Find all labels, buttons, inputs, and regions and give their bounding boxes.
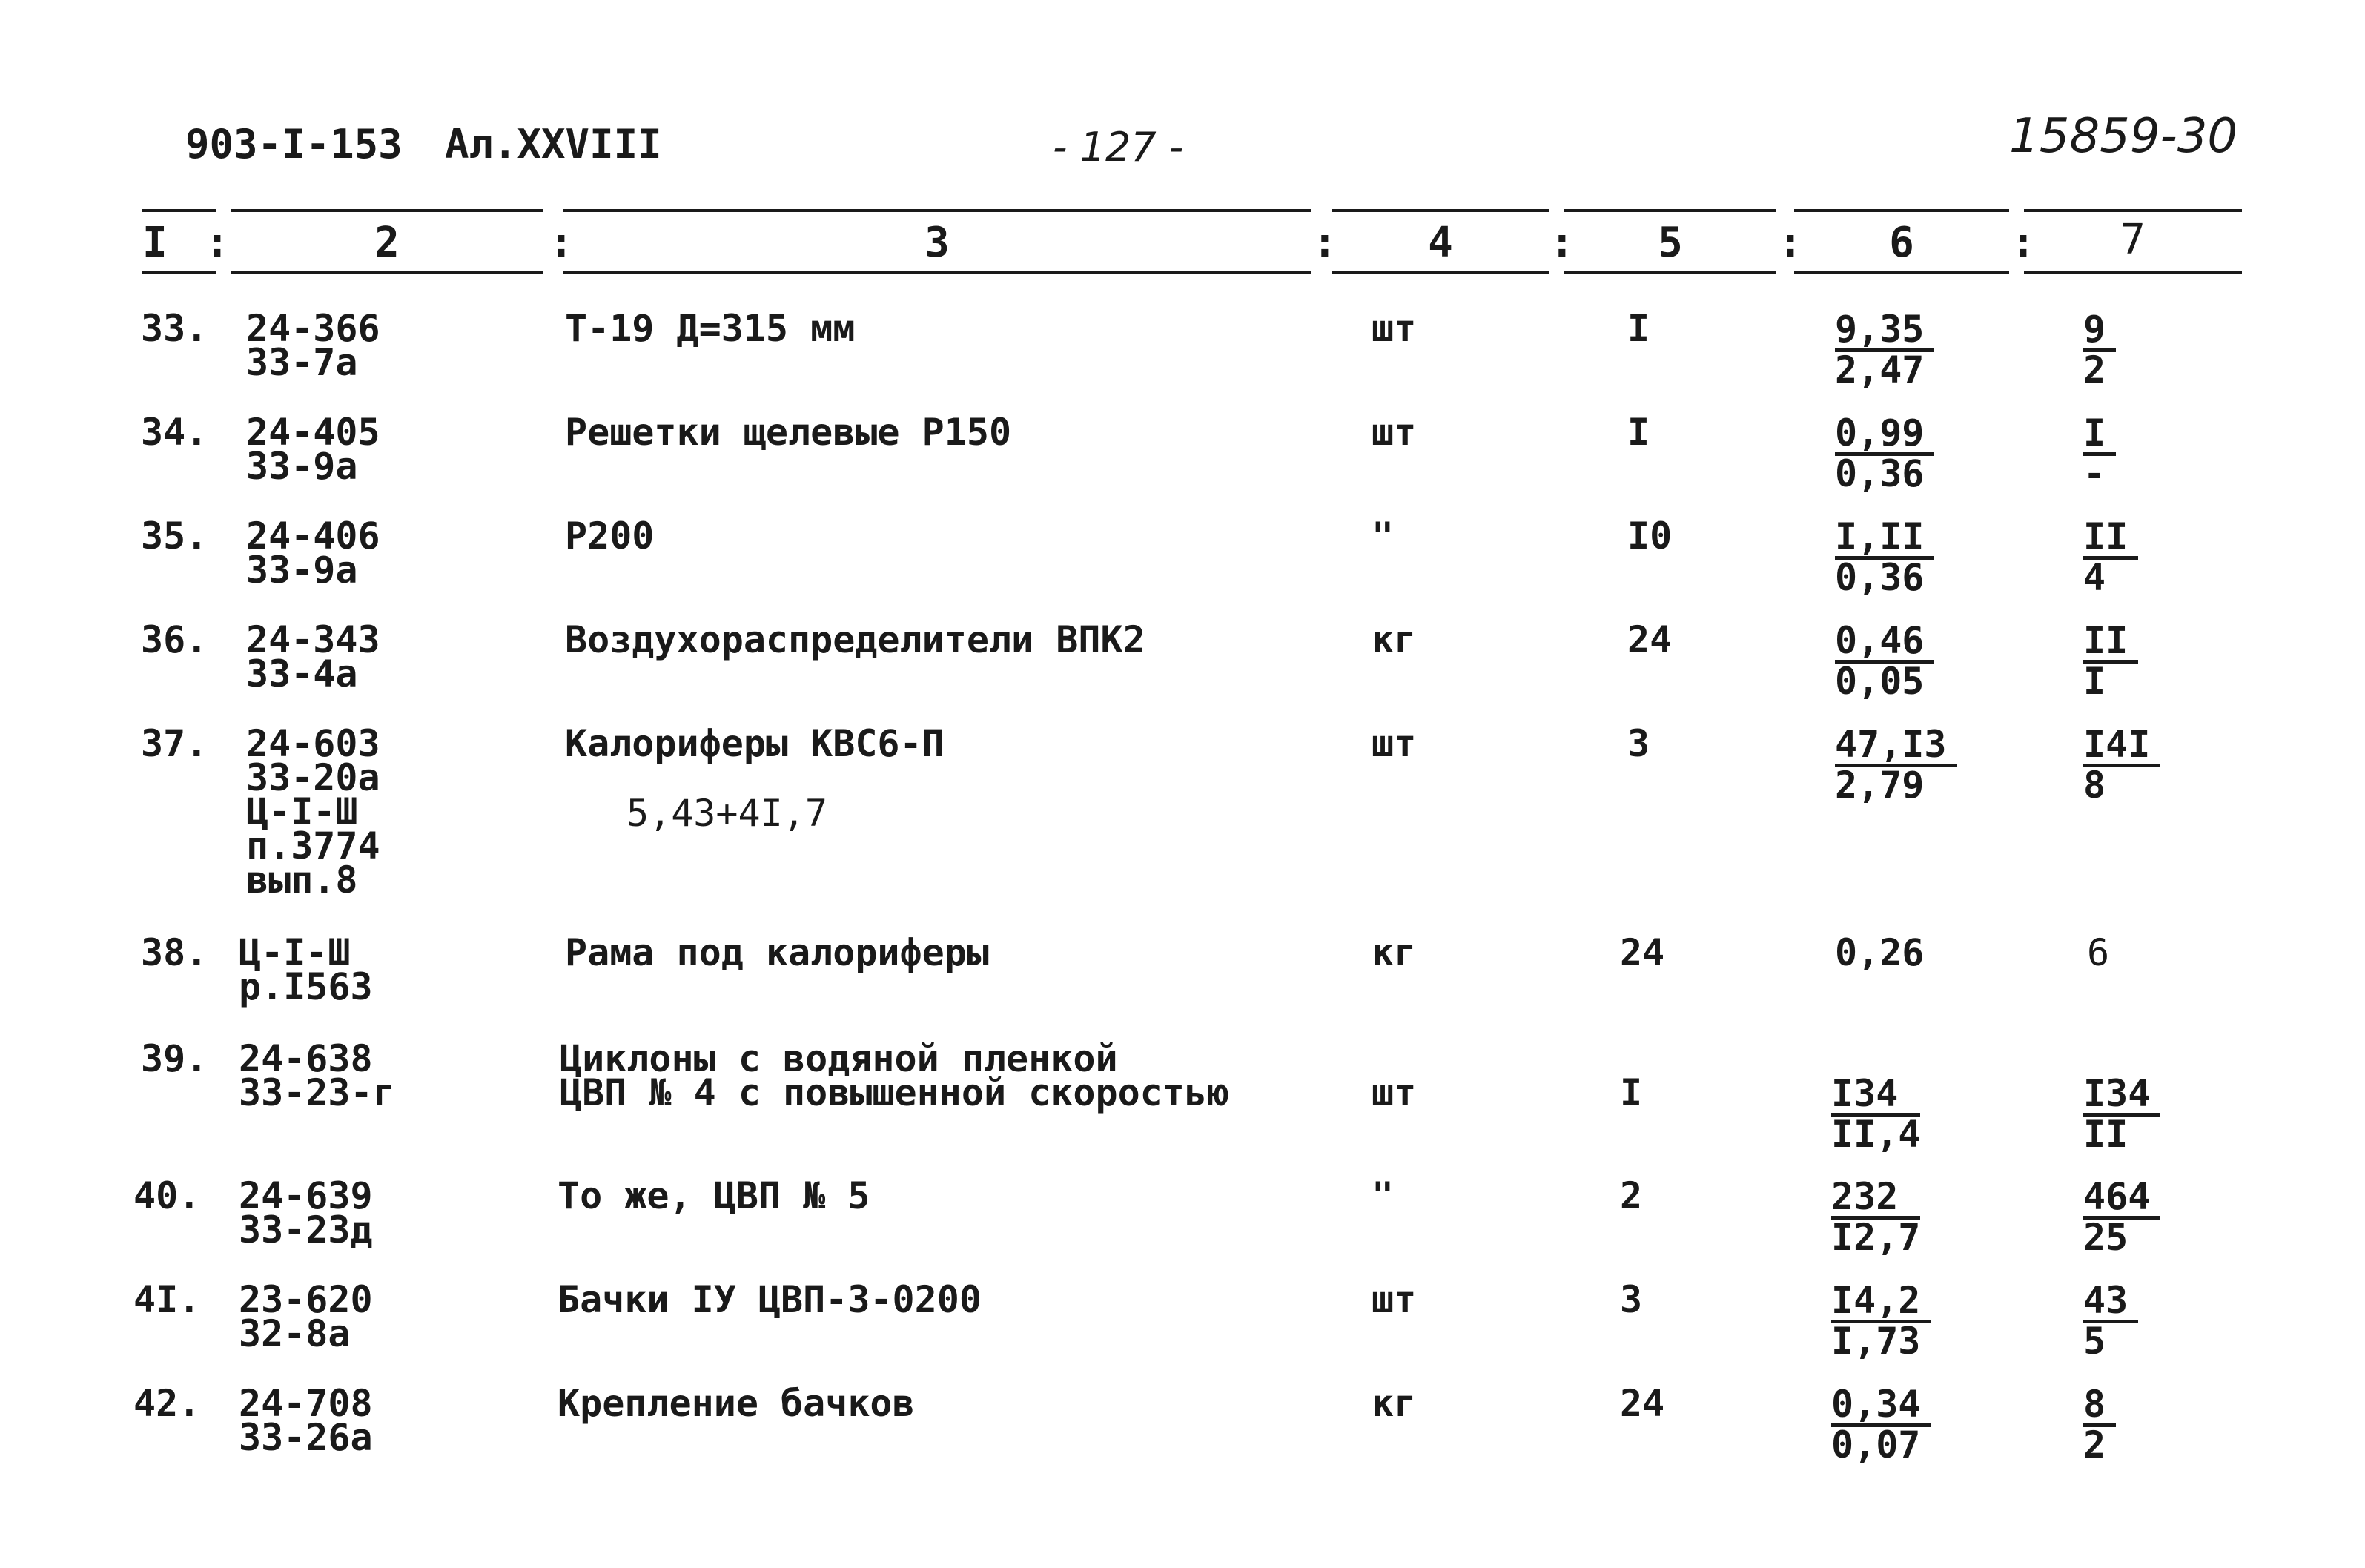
header-rule-bottom-4	[1332, 271, 1549, 274]
column-separator: :	[1312, 219, 1337, 267]
row-unit: шт	[1372, 722, 1417, 765]
reference-line: 24-343	[246, 618, 380, 661]
column-7-value	[2083, 1279, 2138, 1363]
row-quantity: 24	[1620, 931, 1665, 974]
reference-line: 33-23-г	[239, 1071, 395, 1114]
row-number: 39.	[141, 1037, 208, 1080]
row-description-calculation: 5,43+4I,7	[626, 792, 827, 835]
column-6-numerator: I4,2	[1831, 1283, 1931, 1323]
reference-line: 33-26а	[239, 1416, 373, 1459]
reference-line: 33-4а	[246, 652, 358, 695]
column-6-value: 0,26	[1835, 931, 1925, 974]
row-unit: кг	[1372, 618, 1417, 661]
row-unit: шт	[1372, 1071, 1417, 1114]
column-7-value	[2083, 515, 2138, 599]
reference-line: 24-639	[239, 1174, 373, 1217]
column-6-value	[1835, 515, 1934, 599]
column-7-value: 6	[2087, 931, 2110, 974]
column-7-denominator: -	[2083, 452, 2106, 495]
column-6-value	[1831, 1072, 1921, 1156]
column-header-2: 2	[374, 219, 400, 267]
header-rule-top-3	[563, 209, 1311, 212]
column-6-denominator: 0,36	[1835, 452, 1925, 495]
column-header-7: 7	[2120, 216, 2146, 264]
column-6-numerator: 0,46	[1835, 623, 1934, 664]
description-line: Решетки щелевые Р150	[565, 411, 1012, 454]
column-6-value	[1835, 308, 1934, 391]
row-quantity: 24	[1620, 1382, 1665, 1425]
page-number: - 127 -	[1053, 124, 1184, 171]
column-7-denominator: 2	[2083, 348, 2106, 391]
reference-line: 24-638	[239, 1037, 373, 1080]
column-header-3: 3	[924, 219, 950, 267]
column-7-value	[2083, 411, 2116, 495]
reference-line: п.3774	[246, 824, 380, 867]
row-quantity: 24	[1627, 618, 1673, 661]
column-7-denominator: I	[2083, 660, 2106, 703]
column-6-denominator: 0,07	[1831, 1423, 1921, 1466]
row-references	[239, 1382, 373, 1459]
row-references	[239, 1278, 373, 1355]
header-rule-bottom-3	[563, 271, 1311, 274]
column-6-numerator: 47,I3	[1835, 727, 1957, 767]
row-number: 4I.	[133, 1278, 201, 1321]
description-line: Бачки IУ ЦВП-3-0200	[558, 1278, 982, 1321]
album-number: Ал.XXVIII	[445, 121, 662, 168]
row-quantity: 3	[1620, 1278, 1643, 1321]
column-6-value	[1835, 723, 1957, 807]
column-7-value	[2083, 1175, 2160, 1259]
row-number: 35.	[141, 515, 208, 558]
column-6-numerator: 0,34	[1831, 1386, 1931, 1427]
column-6-value	[1835, 619, 1934, 703]
row-quantity: 2	[1620, 1174, 1643, 1217]
column-6-denominator: 2,47	[1835, 348, 1925, 391]
column-7-denominator: 8	[2083, 764, 2106, 807]
column-7-value	[2083, 619, 2138, 703]
row-references	[239, 931, 373, 1008]
column-header-1: I	[142, 219, 168, 267]
column-header-4: 4	[1428, 219, 1453, 267]
reference-line: 24-603	[246, 722, 380, 765]
column-7-denominator: 4	[2083, 556, 2106, 599]
row-description	[558, 1174, 870, 1217]
row-description	[565, 515, 655, 558]
description-line: Р200	[565, 515, 655, 558]
column-7-denominator: 2	[2083, 1423, 2106, 1466]
column-7-numerator: I34	[2083, 1076, 2160, 1117]
description-line: Воздухораспределители ВПК2	[565, 618, 1145, 661]
row-quantity: 3	[1627, 722, 1650, 765]
reference-line: 24-708	[239, 1382, 373, 1425]
header-rule-top-5	[1564, 209, 1776, 212]
column-7-denominator: 25	[2083, 1216, 2128, 1259]
column-separator: :	[1778, 219, 1803, 267]
row-description	[565, 722, 945, 765]
row-quantity: I0	[1627, 515, 1673, 558]
reference-line: Ц-I-Ш	[246, 790, 358, 833]
column-6-value	[1831, 1279, 1931, 1363]
column-6-denominator: 0,05	[1835, 660, 1925, 703]
reference-line: 24-366	[246, 307, 380, 350]
reference-line: 33-9а	[246, 549, 358, 592]
column-6-value	[1831, 1175, 1921, 1259]
row-quantity: I	[1627, 307, 1650, 350]
row-references	[246, 411, 380, 488]
header-rule-top-6	[1794, 209, 2009, 212]
column-7-numerator: II	[2083, 519, 2138, 560]
row-number: 34.	[141, 411, 208, 454]
header-rule-bottom-7	[2024, 271, 2242, 274]
reference-line: 32-8а	[239, 1312, 351, 1355]
row-description	[558, 1278, 982, 1321]
column-7-denominator: II	[2083, 1113, 2128, 1156]
row-unit: шт	[1372, 307, 1417, 350]
column-separator: :	[205, 219, 230, 267]
reference-line: 33-9а	[246, 445, 358, 488]
description-line: Крепление бачков	[558, 1382, 915, 1425]
document-code: 903-I-153	[185, 121, 403, 168]
row-references	[246, 722, 380, 902]
column-7-value	[2083, 1383, 2116, 1466]
reference-line: 33-20а	[246, 756, 380, 799]
reference-line: Ц-I-Ш	[239, 931, 351, 974]
row-number: 36.	[141, 618, 208, 661]
column-7-value	[2083, 308, 2116, 391]
description-line: ЦВП № 4 с повышенной скоростью	[560, 1071, 1230, 1114]
reference-line: 24-405	[246, 411, 380, 454]
column-7-numerator: II	[2083, 623, 2138, 664]
description-line: Рама под калориферы	[565, 931, 989, 974]
reference-line: р.I563	[239, 965, 373, 1008]
row-references	[246, 307, 380, 384]
row-unit: "	[1372, 1174, 1395, 1217]
reference-line: 23-620	[239, 1278, 373, 1321]
column-separator: :	[549, 219, 574, 267]
row-description	[565, 307, 856, 350]
row-description	[565, 618, 1145, 661]
column-7-numerator: 9	[2083, 311, 2116, 352]
reference-line: вып.8	[246, 859, 358, 902]
column-7-numerator: 8	[2083, 1386, 2116, 1427]
column-7-numerator: I	[2083, 415, 2116, 456]
column-6-denominator: I2,7	[1831, 1216, 1921, 1259]
reference-line: 33-23д	[239, 1208, 373, 1251]
column-6-denominator: 0,36	[1835, 556, 1925, 599]
column-6-numerator: I34	[1831, 1076, 1920, 1117]
description-line: Циклоны с водяной пленкой	[560, 1037, 1118, 1080]
row-description	[560, 1037, 1230, 1114]
column-6-numerator: 0,99	[1835, 415, 1934, 456]
header-rule-bottom-2	[231, 271, 543, 274]
description-line: Т-19 Д=315 мм	[565, 307, 856, 350]
column-6-numerator: I,II	[1835, 519, 1934, 560]
row-description	[565, 931, 989, 974]
header-rule-bottom-1	[142, 271, 216, 274]
row-description	[558, 1382, 915, 1425]
column-header-6: 6	[1889, 219, 1914, 267]
header-rule-bottom-6	[1794, 271, 2009, 274]
row-number: 37.	[141, 722, 208, 765]
reference-line: 33-7а	[246, 341, 358, 384]
column-7-value	[2083, 723, 2160, 807]
column-7-numerator: 464	[2083, 1179, 2160, 1220]
row-number: 40.	[133, 1174, 201, 1217]
header-rule-top-2	[231, 209, 543, 212]
row-unit: кг	[1372, 1382, 1417, 1425]
header-rule-top-1	[142, 209, 216, 212]
column-6-value	[1835, 411, 1934, 495]
column-6-numerator: 9,35	[1835, 311, 1934, 352]
column-6-denominator: II,4	[1831, 1113, 1921, 1156]
row-references	[246, 515, 380, 592]
header-rule-top-7	[2024, 209, 2242, 212]
column-7-value	[2083, 1072, 2160, 1156]
registration-number: 15859-30	[2009, 109, 2238, 164]
row-quantity: I	[1627, 411, 1650, 454]
column-separator: :	[2011, 219, 2036, 267]
row-quantity: I	[1620, 1071, 1643, 1114]
header-rule-top-4	[1332, 209, 1549, 212]
reference-line: 24-406	[246, 515, 380, 558]
row-references	[239, 1174, 373, 1251]
row-unit: шт	[1372, 411, 1417, 454]
row-description	[565, 411, 1012, 454]
row-unit: кг	[1372, 931, 1417, 974]
column-7-numerator: 43	[2083, 1283, 2138, 1323]
row-number: 38.	[141, 931, 208, 974]
description-line: То же, ЦВП № 5	[558, 1174, 870, 1217]
column-7-denominator: 5	[2083, 1320, 2106, 1363]
row-references	[246, 618, 380, 695]
row-number: 42.	[133, 1382, 201, 1425]
row-number: 33.	[141, 307, 208, 350]
column-7-numerator: I4I	[2083, 727, 2160, 767]
column-6-value	[1831, 1383, 1931, 1466]
row-references	[239, 1037, 395, 1114]
header-rule-bottom-5	[1564, 271, 1776, 274]
column-6-denominator: I,73	[1831, 1320, 1921, 1363]
column-6-numerator: 232	[1831, 1179, 1920, 1220]
description-line: Калориферы КВС6-П	[565, 722, 945, 765]
column-6-denominator: 2,79	[1835, 764, 1925, 807]
row-unit: шт	[1372, 1278, 1417, 1321]
column-separator: :	[1549, 219, 1575, 267]
column-header-5: 5	[1658, 219, 1683, 267]
row-unit: "	[1372, 515, 1395, 558]
